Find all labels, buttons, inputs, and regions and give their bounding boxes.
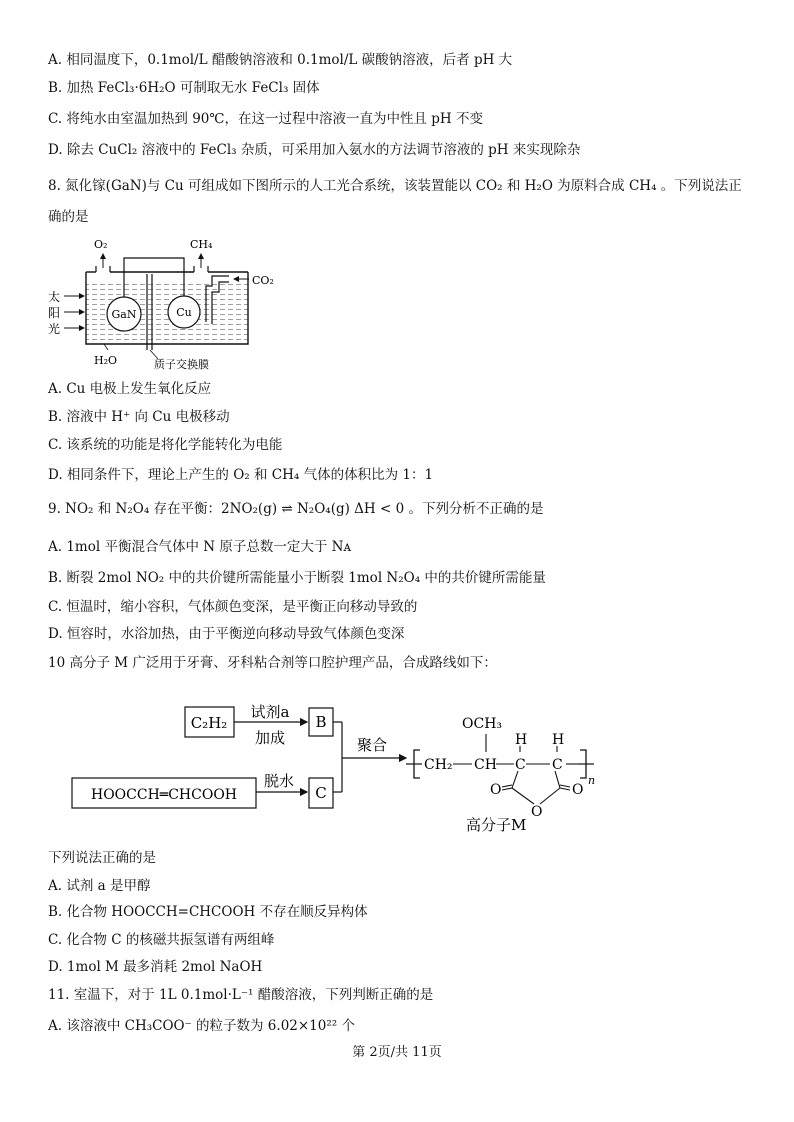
q8-option-b: B. 溶液中 H⁺ 向 Cu 电极移动 (48, 409, 230, 425)
q7-option-b: B. 加热 FeCl₃·6H₂O 可制取无水 FeCl₃ 固体 (48, 80, 320, 96)
q10-option-a: A. 试剂 a 是甲醇 (48, 878, 151, 894)
sunlight-label-3: 光 (48, 322, 61, 336)
membrane-label: 质子交换膜 (154, 358, 209, 371)
c2h2-box-label: C₂H₂ (190, 714, 228, 732)
synthesis-route-diagram (66, 688, 626, 838)
ch2-group-label: CH₂ (424, 757, 453, 773)
sunlight-label-1: 太 (48, 290, 61, 304)
polymerize-label: 聚合 (356, 736, 388, 754)
q7-option-a: A. 相同温度下，0.1mol/L 醋酸钠溶液和 0.1mol/L 碳酸钠溶液，后者 pH 大 (48, 52, 513, 68)
cu-electrode-label: Cu (176, 306, 192, 319)
q10-option-d: D. 1mol M 最多消耗 2mol NaOH (48, 959, 263, 975)
q10-option-b: B. 化合物 HOOCCH=CHCOOH 不存在顺反异构体 (48, 904, 368, 920)
q7-option-c: C. 将纯水由室温加热到 90℃，在这一过程中溶液一直为中性且 pH 不变 (48, 111, 483, 127)
reagent-a-label: 试剂a (250, 703, 290, 721)
ring-oxygen-label: O (531, 804, 543, 820)
q8-option-c: C. 该系统的功能是将化学能转化为电能 (48, 437, 283, 453)
q8-option-d: D. 相同条件下，理论上产生的 O₂ 和 CH₄ 气体的体积比为 1：1 (48, 467, 434, 483)
q10-option-c: C. 化合物 C 的核磁共振氢谱有两组峰 (48, 932, 275, 948)
q10-prompt: 下列说法正确的是 (48, 850, 156, 866)
dehydrate-label: 脱水 (263, 772, 295, 790)
q8-stem-line1: 8. 氮化镓(GaN)与 Cu 可组成如下图所示的人工光合系统，该装置能以 CO₂ 和 H₂O 为原料合成 CH₄ 。下列说法正 (48, 178, 742, 194)
q9-option-c: C. 恒温时，缩小容积，气体颜色变深，是平衡正向移动导致的 (48, 599, 418, 615)
q9-stem: 9. NO₂ 和 N₂O₄ 存在平衡：2NO₂(g) ⇌ N₂O₄(g) ΔH < 0 。下列分析不正确的是 (48, 501, 544, 517)
q11-stem: 11. 室温下，对于 1L 0.1mol·L⁻¹ 醋酸溶液，下列判断正确的是 (48, 987, 434, 1003)
acid-box-label: HOOCCH═CHCOOH (90, 787, 238, 803)
hydrogen-1-label: H (515, 732, 528, 748)
q9-option-a: A. 1mol 平衡混合气体中 N 原子总数一定大于 Nᴀ (48, 539, 352, 555)
ring-carbon-1-label: C (515, 757, 526, 773)
co2-label: CO₂ (252, 274, 274, 287)
methoxy-label: OCH₃ (462, 716, 503, 732)
o2-label: O₂ (94, 238, 108, 251)
ch4-label: CH₄ (190, 238, 213, 251)
q9-option-b: B. 断裂 2mol NO₂ 中的共价键所需能量小于断裂 1mol N₂O₄ 中的共价键所需能量 (48, 570, 546, 586)
carbonyl-o-left-label: O (490, 782, 502, 798)
gan-electrode-label: GaN (111, 308, 137, 321)
ch-group-label: CH (474, 757, 497, 773)
q7-option-d: D. 除去 CuCl₂ 溶液中的 FeCl₃ 杂质，可采用加入氨水的方法调节溶液的 pH 来实现除杂 (48, 142, 581, 158)
q8-stem-line2: 确的是 (48, 209, 89, 225)
hydrogen-2-label: H (552, 732, 565, 748)
polymer-m-caption: 高分子M (466, 816, 527, 834)
q10-stem: 10 高分子 M 广泛用于牙膏、牙科粘合剂等口腔护理产品，合成路线如下： (48, 655, 497, 671)
q8-option-a: A. Cu 电极上发生氧化反应 (48, 381, 212, 397)
b-box-label: B (315, 713, 327, 731)
carbonyl-o-right-label: O (572, 782, 584, 798)
addition-label: 加成 (254, 729, 286, 747)
photosynthesis-cell-diagram (44, 232, 294, 372)
water-label: H₂O (94, 354, 118, 367)
sunlight-label-2: 阳 (48, 306, 61, 320)
c-box-label: C (315, 784, 327, 802)
q9-option-d: D. 恒容时，水浴加热，由于平衡逆向移动导致气体颜色变深 (48, 626, 405, 642)
ring-carbon-2-label: C (552, 757, 563, 773)
q11-option-a: A. 该溶液中 CH₃COO⁻ 的粒子数为 6.02×10²² 个 (48, 1018, 355, 1034)
page-footer: 第 2页/共 11页 (352, 1045, 442, 1060)
repeat-n-label: n (588, 774, 596, 787)
